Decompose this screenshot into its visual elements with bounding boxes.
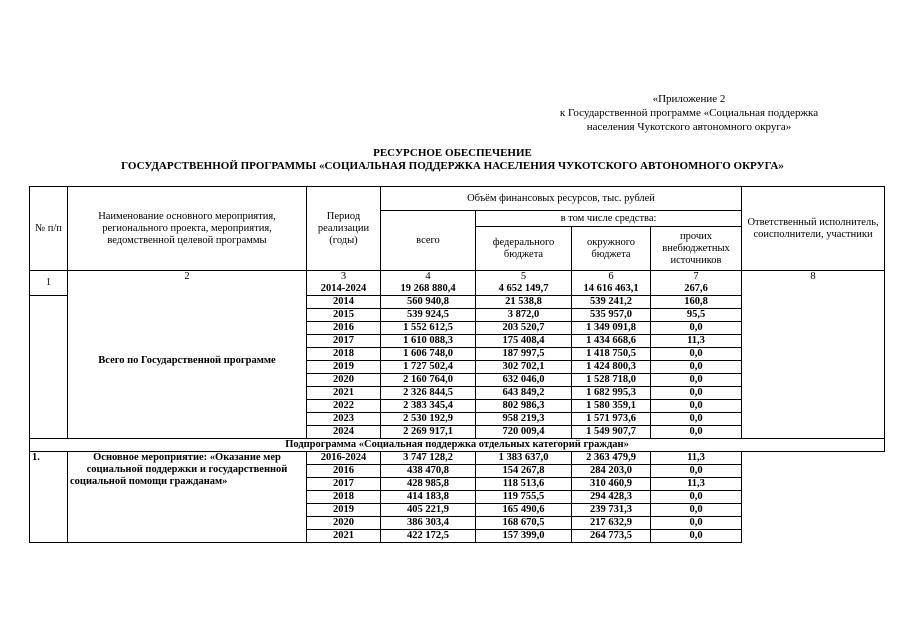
cell-district: 1 571 973,6 — [572, 413, 651, 426]
cell-total: 1 552 612,5 — [381, 322, 476, 335]
cell-federal: 802 986,3 — [476, 400, 572, 413]
activity-number: 1. — [30, 452, 68, 543]
cell-federal: 302 702,1 — [476, 361, 572, 374]
header-other: прочих внебюджетных источников — [651, 227, 742, 271]
cell-period: 2016-2024 — [307, 452, 381, 465]
cell-total: 405 221,9 — [381, 504, 476, 517]
cell-period: 2016 — [307, 465, 381, 478]
index-cell-1: 1 — [30, 271, 68, 296]
cell-period: 2024 — [307, 426, 381, 439]
num-cell — [30, 335, 68, 348]
cell-district: 217 632,9 — [572, 517, 651, 530]
header-num: № п/п — [30, 187, 68, 271]
subprogram-title: Подпрограмма «Социальная поддержка отдельных категорий граждан» — [30, 439, 885, 452]
appendix-line-2: к Государственной программе «Социальная поддержка — [559, 107, 819, 119]
header-including: в том числе средства: — [476, 211, 742, 227]
cell-federal: 958 219,3 — [476, 413, 572, 426]
num-cell — [30, 387, 68, 400]
cell-period: 2018 — [307, 491, 381, 504]
cell-district: 1 549 907,7 — [572, 426, 651, 439]
cell-period: 2019 — [307, 361, 381, 374]
column-index-row — [30, 271, 885, 284]
cell-other: 0,0 — [651, 426, 742, 439]
cell-other: 0,0 — [651, 465, 742, 478]
cell-district: 14 616 463,1 — [572, 283, 651, 296]
cell-district: 310 460,9 — [572, 478, 651, 491]
cell-other: 95,5 — [651, 309, 742, 322]
cell-federal: 632 046,0 — [476, 374, 572, 387]
cell-other: 11,3 — [651, 335, 742, 348]
cell-other: 11,3 — [651, 478, 742, 491]
num-cell — [30, 413, 68, 426]
cell-total: 3 747 128,2 — [381, 452, 476, 465]
cell-other: 0,0 — [651, 361, 742, 374]
cell-district: 284 203,0 — [572, 465, 651, 478]
cell-total: 2 326 844,5 — [381, 387, 476, 400]
index-cell-6: 6 — [572, 271, 651, 284]
cell-period: 2017 — [307, 478, 381, 491]
cell-other: 0,0 — [651, 400, 742, 413]
cell-period: 2020 — [307, 374, 381, 387]
index-cell-4: 4 — [381, 271, 476, 284]
cell-federal: 720 009,4 — [476, 426, 572, 439]
cell-other: 0,0 — [651, 387, 742, 400]
cell-federal: 1 383 637,0 — [476, 452, 572, 465]
cell-other: 0,0 — [651, 374, 742, 387]
index-cell-8: 8 — [742, 271, 885, 439]
cell-federal: 187 997,5 — [476, 348, 572, 361]
cell-federal: 203 520,7 — [476, 322, 572, 335]
cell-federal: 4 652 149,7 — [476, 283, 572, 296]
cell-total: 1 610 088,3 — [381, 335, 476, 348]
appendix-line-1: «Приложение 2 — [652, 93, 726, 105]
cell-federal: 119 755,5 — [476, 491, 572, 504]
num-cell — [30, 361, 68, 374]
header-federal: федерального бюджета — [476, 227, 572, 271]
cell-total: 2 383 345,4 — [381, 400, 476, 413]
index-cell-5: 5 — [476, 271, 572, 284]
cell-other: 11,3 — [651, 452, 742, 465]
cell-federal: 21 538,8 — [476, 296, 572, 309]
cell-federal: 118 513,6 — [476, 478, 572, 491]
cell-total: 2 530 192,9 — [381, 413, 476, 426]
cell-district: 239 731,3 — [572, 504, 651, 517]
num-cell — [30, 348, 68, 361]
cell-total: 1 727 502,4 — [381, 361, 476, 374]
cell-total: 422 172,5 — [381, 530, 476, 543]
cell-other: 0,0 — [651, 517, 742, 530]
cell-other: 0,0 — [651, 504, 742, 517]
cell-district: 294 428,3 — [572, 491, 651, 504]
cell-total: 539 924,5 — [381, 309, 476, 322]
cell-district: 1 434 668,6 — [572, 335, 651, 348]
cell-district: 539 241,2 — [572, 296, 651, 309]
cell-federal: 168 670,5 — [476, 517, 572, 530]
cell-period: 2018 — [307, 348, 381, 361]
cell-period: 2020 — [307, 517, 381, 530]
cell-other: 0,0 — [651, 322, 742, 335]
cell-total: 2 160 764,0 — [381, 374, 476, 387]
cell-period: 2015 — [307, 309, 381, 322]
cell-other: 0,0 — [651, 491, 742, 504]
cell-district: 1 424 800,3 — [572, 361, 651, 374]
cell-federal: 157 399,0 — [476, 530, 572, 543]
cell-total: 428 985,8 — [381, 478, 476, 491]
appendix-line-3: населения Чукотского автономного округа» — [586, 121, 792, 133]
total-label: Всего по Государственной программе — [68, 283, 307, 439]
cell-period: 2021 — [307, 530, 381, 543]
subprogram-row — [30, 439, 885, 452]
header-name: Наименование основного мероприятия, регионального проекта, мероприятия, ведомственной целевой программы — [68, 187, 307, 271]
cell-federal: 3 872,0 — [476, 309, 572, 322]
header-district: окружного бюджета — [572, 227, 651, 271]
appendix-note — [529, 92, 849, 134]
cell-district: 1 349 091,8 — [572, 322, 651, 335]
cell-district: 1 580 359,1 — [572, 400, 651, 413]
table-row — [30, 452, 885, 465]
cell-total: 1 606 748,0 — [381, 348, 476, 361]
num-cell — [30, 309, 68, 322]
cell-period: 2023 — [307, 413, 381, 426]
index-cell-7: 7 — [651, 271, 742, 284]
index-cell-3: 3 — [307, 271, 381, 284]
cell-other: 160,8 — [651, 296, 742, 309]
cell-district: 2 363 479,9 — [572, 452, 651, 465]
resource-table — [29, 186, 885, 543]
cell-district: 264 773,5 — [572, 530, 651, 543]
cell-period: 2014 — [307, 296, 381, 309]
cell-total: 2 269 917,1 — [381, 426, 476, 439]
num-cell — [30, 426, 68, 439]
cell-federal: 643 849,2 — [476, 387, 572, 400]
index-cell-2: 2 — [68, 271, 307, 284]
cell-district: 1 418 750,5 — [572, 348, 651, 361]
num-cell — [30, 296, 68, 309]
cell-federal: 165 490,6 — [476, 504, 572, 517]
header-total: всего — [381, 211, 476, 271]
num-cell — [30, 322, 68, 335]
cell-district: 1 682 995,3 — [572, 387, 651, 400]
cell-other: 0,0 — [651, 413, 742, 426]
cell-district: 1 528 718,0 — [572, 374, 651, 387]
cell-total: 19 268 880,4 — [381, 283, 476, 296]
cell-total: 386 303,4 — [381, 517, 476, 530]
cell-total: 438 470,8 — [381, 465, 476, 478]
cell-federal: 175 408,4 — [476, 335, 572, 348]
num-cell — [30, 400, 68, 413]
cell-other: 0,0 — [651, 348, 742, 361]
cell-period: 2019 — [307, 504, 381, 517]
cell-period: 2021 — [307, 387, 381, 400]
header-period: Период реализации (годы) — [307, 187, 381, 271]
title-line-1: РЕСУРСНОЕ ОБЕСПЕЧЕНИЕ — [373, 147, 532, 159]
cell-federal: 154 267,8 — [476, 465, 572, 478]
cell-total: 414 183,8 — [381, 491, 476, 504]
cell-period: 2022 — [307, 400, 381, 413]
num-cell — [30, 374, 68, 387]
cell-district: 535 957,0 — [572, 309, 651, 322]
activity-label: Основное мероприятие: «Оказание мер социальной поддержки и государственной социальной помощи гражданам» — [68, 452, 307, 543]
cell-period: 2017 — [307, 335, 381, 348]
header-volume: Объём финансовых ресурсов, тыс. рублей — [381, 187, 742, 211]
cell-period: 2016 — [307, 322, 381, 335]
document-title — [0, 147, 905, 173]
cell-other: 0,0 — [651, 530, 742, 543]
header-executor: Ответственный исполнитель, соисполнители, участники — [742, 187, 885, 271]
cell-period: 2014-2024 — [307, 283, 381, 296]
executor-cell — [742, 452, 885, 543]
title-line-2: ГОСУДАРСТВЕННОЙ ПРОГРАММЫ «СОЦИАЛЬНАЯ ПОДДЕРЖКА НАСЕЛЕНИЯ ЧУКОТСКОГО АВТОНОМНОГО ОКРУГА» — [121, 160, 784, 172]
cell-total: 560 940,8 — [381, 296, 476, 309]
cell-other: 267,6 — [651, 283, 742, 296]
